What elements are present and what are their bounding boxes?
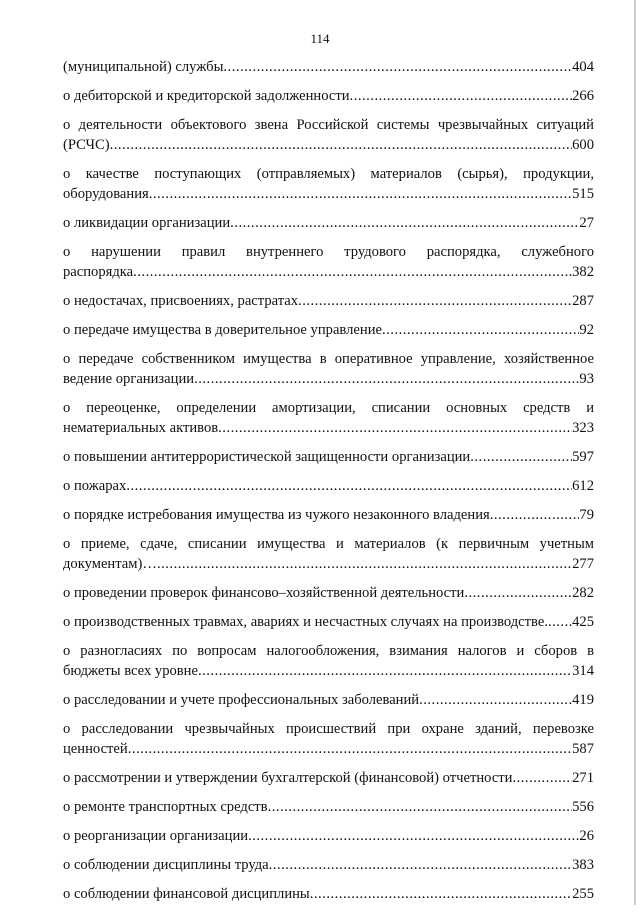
- toc-entry-page: 27: [579, 215, 594, 231]
- toc-entry-last-line: [63, 739, 594, 759]
- toc-leader-dots: [126, 476, 572, 496]
- toc-leader-dots: [512, 768, 572, 788]
- toc-entry-page: 266: [572, 88, 594, 104]
- toc-leader-dots: [198, 661, 572, 681]
- toc-entry-title-line: о переоценке, определении амортизации, списании основных средств и: [63, 400, 594, 416]
- toc-entry-page: 600: [572, 137, 594, 153]
- toc-leader-dots: [382, 320, 579, 340]
- toc-entry-title: о дебиторской и кредиторской задолженности: [63, 88, 350, 104]
- toc-entry: [63, 797, 594, 817]
- toc-entry: [63, 86, 594, 106]
- toc-entry: [63, 534, 594, 574]
- toc-entry-page: 255: [572, 886, 594, 902]
- toc-leader-dots: [230, 213, 579, 233]
- toc-entry-page: 79: [579, 507, 594, 523]
- toc-entry-title-line: о качестве поступающих (отправляемых) материалов (сырья), продукции,: [63, 166, 594, 182]
- toc-entry-title: о проведении проверок финансово–хозяйственной деятельности: [63, 585, 465, 601]
- toc-entry-page: 93: [579, 371, 594, 387]
- toc-entry-title: оборудования: [63, 186, 149, 202]
- toc-entry-last-line: [63, 369, 594, 389]
- toc-entry-title: о расследовании и учете профессиональных заболеваний: [63, 692, 420, 708]
- toc-entry-page: 287: [572, 293, 594, 309]
- toc-entry: [63, 505, 594, 525]
- toc-entry-page: 587: [572, 741, 594, 757]
- toc-entry: [63, 855, 594, 875]
- toc-leader-dots: [223, 57, 572, 77]
- toc-entry-page: 277: [572, 556, 594, 572]
- toc-leader-dots: [350, 86, 573, 106]
- toc-leader-dots: [470, 447, 572, 467]
- toc-entry-title: о пожарах: [63, 478, 127, 494]
- toc-entry-page: 382: [572, 264, 594, 280]
- toc-entry-page: 282: [572, 585, 594, 601]
- toc-entry: [63, 398, 594, 438]
- toc-leader-dots: [128, 739, 572, 759]
- toc-entry: [63, 57, 594, 77]
- toc-leader-dots: [218, 418, 572, 438]
- toc-entry-page: 515: [572, 186, 594, 202]
- toc-entry-title: о повышении антитеррористической защищенности организации: [63, 449, 471, 465]
- toc-entry: [63, 447, 594, 467]
- toc-entry: [63, 690, 594, 710]
- toc-entry-title-line: о передаче собственником имущества в оперативное управление, хозяйственное: [63, 351, 594, 367]
- toc-entry: [63, 291, 594, 311]
- toc-entry-page: 92: [579, 322, 594, 338]
- toc-entry-page: 419: [572, 692, 594, 708]
- toc-leader-dots: [269, 855, 572, 875]
- toc-entry: [63, 641, 594, 681]
- toc-entry: [63, 826, 594, 846]
- toc-entry-title-line: о расследовании чрезвычайных происшествий при охране зданий, перевозке: [63, 721, 594, 737]
- toc-entry-title-line: о разногласиях по вопросам налогообложения, взимания налогов и сборов в: [63, 643, 594, 659]
- toc-entry: [63, 719, 594, 759]
- toc-leader-dots: [133, 262, 572, 282]
- toc-entry-title: о реорганизации организации: [63, 828, 249, 844]
- toc-entry-page: 26: [579, 828, 594, 844]
- toc-entry-page: 556: [572, 799, 594, 815]
- toc-entry-title-line: о деятельности объектового звена Российской системы чрезвычайных ситуаций: [63, 117, 594, 133]
- toc-entry: [63, 884, 594, 904]
- toc-leader-dots: [490, 505, 580, 525]
- toc-entry: [63, 320, 594, 340]
- toc-entry-title: о ликвидации организации: [63, 215, 231, 231]
- toc-entry-last-line: [63, 135, 594, 155]
- toc-leader-dots: [298, 291, 572, 311]
- toc-leader-dots: [548, 612, 572, 632]
- toc-entry-last-line: [63, 184, 594, 204]
- toc-leader-dots: [110, 135, 573, 155]
- toc-entry-title: бюджеты всех уровне: [63, 663, 198, 679]
- toc-entry-title: о производственных травмах, авариях и несчастных случаях на производстве.: [63, 614, 548, 630]
- toc-entry: [63, 115, 594, 155]
- toc-entry-last-line: [63, 661, 594, 681]
- toc-leader-dots: [194, 369, 579, 389]
- toc-entry-title-line: о нарушении правил внутреннего трудового распорядка, служебного: [63, 244, 594, 260]
- toc-leader-dots: [149, 184, 572, 204]
- toc-leader-dots: [157, 554, 572, 574]
- toc-entry-title: о рассмотрении и утверждении бухгалтерской (финансовой) отчетности: [63, 770, 513, 786]
- toc-entry-page: 404: [572, 59, 594, 75]
- toc-entry-last-line: [63, 262, 594, 282]
- toc-entry-title: (муниципальной) службы: [63, 59, 224, 75]
- toc-entry-page: 383: [572, 857, 594, 873]
- toc-entry: [63, 242, 594, 282]
- toc-entry: [63, 612, 594, 632]
- toc-entry: [63, 164, 594, 204]
- toc-entry-last-line: [63, 418, 594, 438]
- page-number: 114: [310, 31, 330, 46]
- table-of-contents: [63, 57, 594, 913]
- toc-entry: [63, 213, 594, 233]
- toc-entry-title: о порядке истребования имущества из чужого незаконного владения: [63, 507, 490, 523]
- toc-entry-title: о передаче имущества в доверительное управление: [63, 322, 382, 338]
- toc-entry-title: (РСЧС): [63, 137, 110, 153]
- toc-entry-title: о ремонте транспортных средств: [63, 799, 268, 815]
- toc-entry-page: 323: [572, 420, 594, 436]
- toc-entry-last-line: [63, 554, 594, 574]
- toc-leader-dots: [464, 583, 572, 603]
- toc-entry-title: документам)…: [63, 556, 157, 572]
- toc-entry-title: нематериальных активов: [63, 420, 219, 436]
- toc-leader-dots: [248, 826, 579, 846]
- toc-entry-title: о соблюдении финансовой дисциплины: [63, 886, 310, 902]
- toc-entry-page: 425: [572, 614, 594, 630]
- toc-entry-title: ведение организации: [63, 371, 195, 387]
- toc-entry-page: 597: [572, 449, 594, 465]
- toc-entry-title: распорядка: [63, 264, 134, 280]
- toc-entry-title: о соблюдении дисциплины труда: [63, 857, 269, 873]
- toc-leader-dots: [268, 797, 573, 817]
- toc-leader-dots: [310, 884, 572, 904]
- toc-entry: [63, 476, 594, 496]
- toc-leader-dots: [419, 690, 572, 710]
- toc-entry: [63, 768, 594, 788]
- toc-entry-title: о недостачах, присвоениях, растратах: [63, 293, 299, 309]
- toc-entry-title: ценностей: [63, 741, 128, 757]
- toc-entry-page: 612: [572, 478, 594, 494]
- scan-edge-line: [634, 0, 636, 905]
- toc-entry: [63, 349, 594, 389]
- toc-entry: [63, 583, 594, 603]
- toc-entry-title-line: о приеме, сдаче, списании имущества и материалов (к первичным учетным: [63, 536, 594, 552]
- toc-entry-page: 314: [572, 663, 594, 679]
- toc-entry-page: 271: [572, 770, 594, 786]
